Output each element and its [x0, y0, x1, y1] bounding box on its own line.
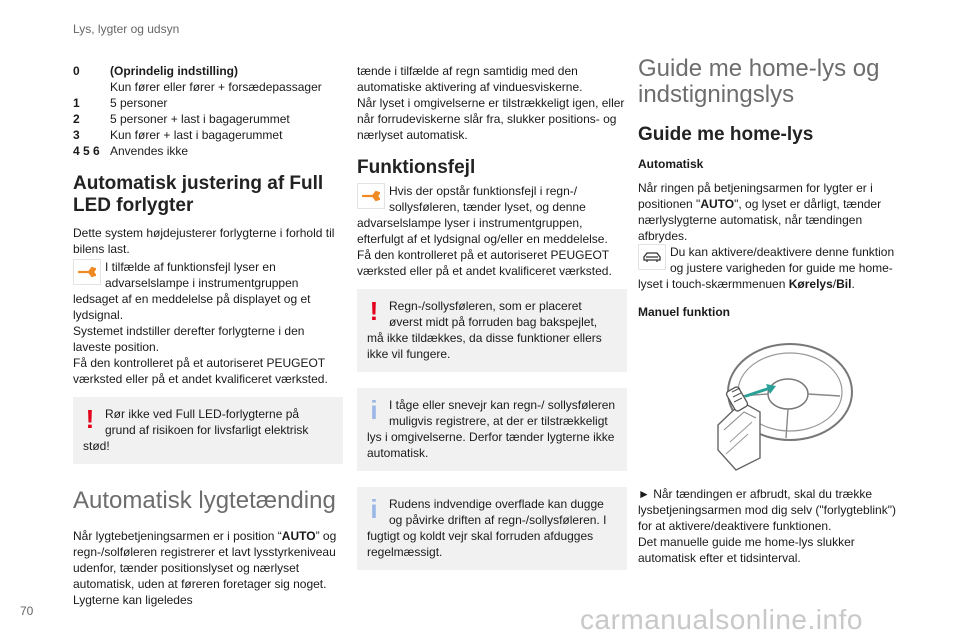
settings-row [73, 63, 322, 79]
manual-timer-text: Det manuelle guide me home-lys slukker automatisk efter et tidsinterval. [638, 535, 855, 565]
settings-value: 5 personer + last i bagagerummet [110, 112, 290, 126]
settings-value: (Oprindelig indstilling) [110, 64, 238, 78]
settings-key: 1 [73, 96, 80, 110]
column-2 [357, 63, 627, 570]
wrench-icon [73, 259, 101, 285]
steering-wheel-stalk-illustration [700, 330, 870, 475]
warning-icon: ! [85, 404, 95, 434]
info-icon: i [370, 494, 378, 524]
settings-key [73, 79, 110, 95]
led-intro: Dette system højdejusterer forlygterne i forhold til bilens last. [73, 226, 335, 256]
rain-text: tænde i tilfælde af regn samtidig med den automatiske aktivering af vinduesviskerne. [357, 64, 583, 94]
automatic-text: Når ringen på betjeningsarmen for lygter er i positionen "AUTO", og lyset er dårligt, tænder nærlyslygterne automatisk, når tændingen afbrydes. [638, 181, 882, 243]
fault-heading: Funktionsfejl [357, 157, 476, 178]
settings-row [73, 95, 322, 111]
car-icon [638, 244, 666, 270]
settings-row [73, 127, 322, 143]
led-fault-text: I tilfælde af funktionsfejl lyser en advarselslampe i instrumentgruppen ledsaget af en meddelelse på displayet og et lydsignal. [73, 260, 311, 322]
auto-lights-text: Når lygtebetjeningsarmen er i position “AUTO” og regn-/solføleren registrerer et lavt lysstyrkeniveau udenfor, tænder positionslyset og nærlyset automatisk, uden at føreren foretager sig noget. Lygterne kan ligeledes [73, 529, 337, 607]
settings-row [73, 143, 322, 159]
led-heading: Automatisk justering af Full LED forlygter [73, 173, 324, 216]
settings-value: Kun fører + last i bagagerummet [110, 128, 283, 142]
automatic-label: Automatisk [638, 157, 704, 171]
watermark: carmanualsonline.info [580, 604, 863, 635]
touchscreen-text: Du kan aktivere/deaktivere denne funktion og justere varigheden for guide me home-lyset i touch-skærmmenuen Kørelys/Bil. [638, 245, 895, 291]
led-warning-text: Rør ikke ved Full LED-forlygterne på grund af risikoen for livsfarligt elektrisk stød! [83, 407, 309, 453]
load-settings-table [73, 63, 322, 159]
warning-icon: ! [369, 296, 379, 326]
fogging-info-box [357, 487, 627, 570]
page-number: 70 [20, 604, 34, 618]
settings-key: 2 [73, 112, 80, 126]
sensor-warning-box [357, 289, 627, 372]
settings-row [73, 79, 322, 95]
guide-main-heading: Guide me home-lys og indstigningslys [638, 55, 880, 108]
column-1 [73, 63, 343, 608]
settings-value: Anvendes ikke [110, 144, 189, 158]
led-warning-box [73, 397, 343, 464]
ambient-text: Når lyset i omgivelserne er tilstrækkeligt igen, eller når forrudeviskerne slår fra, slukker positions- og nærlyset automatisk. [357, 96, 625, 142]
auto-lights-heading: Automatisk lygtetænding [73, 487, 336, 514]
fault-text: Hvis der opstår funktionsfejl i regn-/ sollysføleren, tænder lyset, og denne advarselslampe lyser i instrumentgruppen, efterfulgt af et lydsignal og/eller en meddelelse. [357, 184, 608, 246]
led-reset-text: Systemet indstiller derefter forlygterne i den laveste position. [73, 324, 305, 354]
fogging-info-text: Rudens indvendige overflade kan dugge og påvirke driften af regn-/sollysføleren. I fugtigt og koldt vejr skal forruden afdugges regelmæssigt. [367, 497, 607, 559]
settings-value: 5 personer [110, 96, 168, 110]
wrench-icon [357, 183, 385, 209]
settings-key: 0 [73, 64, 80, 78]
settings-row [73, 111, 322, 127]
manual-step-text: ► Når tændingen er afbrudt, skal du trække lysbetjeningsarmen mod dig selv ("forlygteblink") for at aktivere/deaktivere funktionen. [638, 487, 896, 533]
fog-info-text: I tåge eller snevejr kan regn-/ sollysføleren muligvis registrere, at der er tilstrækkeligt lys i omgivelserne. Derfor tænder lygterne ikke automatisk. [367, 398, 616, 460]
settings-value: Kun fører eller fører + forsædepassager [110, 80, 322, 94]
running-header: Lys, lygter og udsyn [73, 22, 180, 36]
manual-label: Manuel funktion [638, 305, 730, 319]
settings-key: 4 5 6 [73, 144, 100, 158]
fog-info-box [357, 388, 627, 471]
info-icon: i [370, 395, 378, 425]
sensor-warning-text: Regn-/sollysføleren, som er placeret øverst midt på forruden bag bakspejlet, må ikke tildækkes, da disse funktioner ellers ikke vil fungere. [367, 299, 602, 361]
settings-key: 3 [73, 128, 80, 142]
column-3 [638, 56, 910, 566]
guide-sub-heading: Guide me home-lys [638, 124, 814, 145]
led-workshop-text: Få den kontrolleret på et autoriseret PEUGEOT værksted eller på et andet kvalificeret værksted. [73, 356, 328, 386]
fault-workshop-text: Få den kontrolleret på et autoriseret PEUGEOT værksted eller på et andet kvalificeret værksted. [357, 248, 612, 278]
